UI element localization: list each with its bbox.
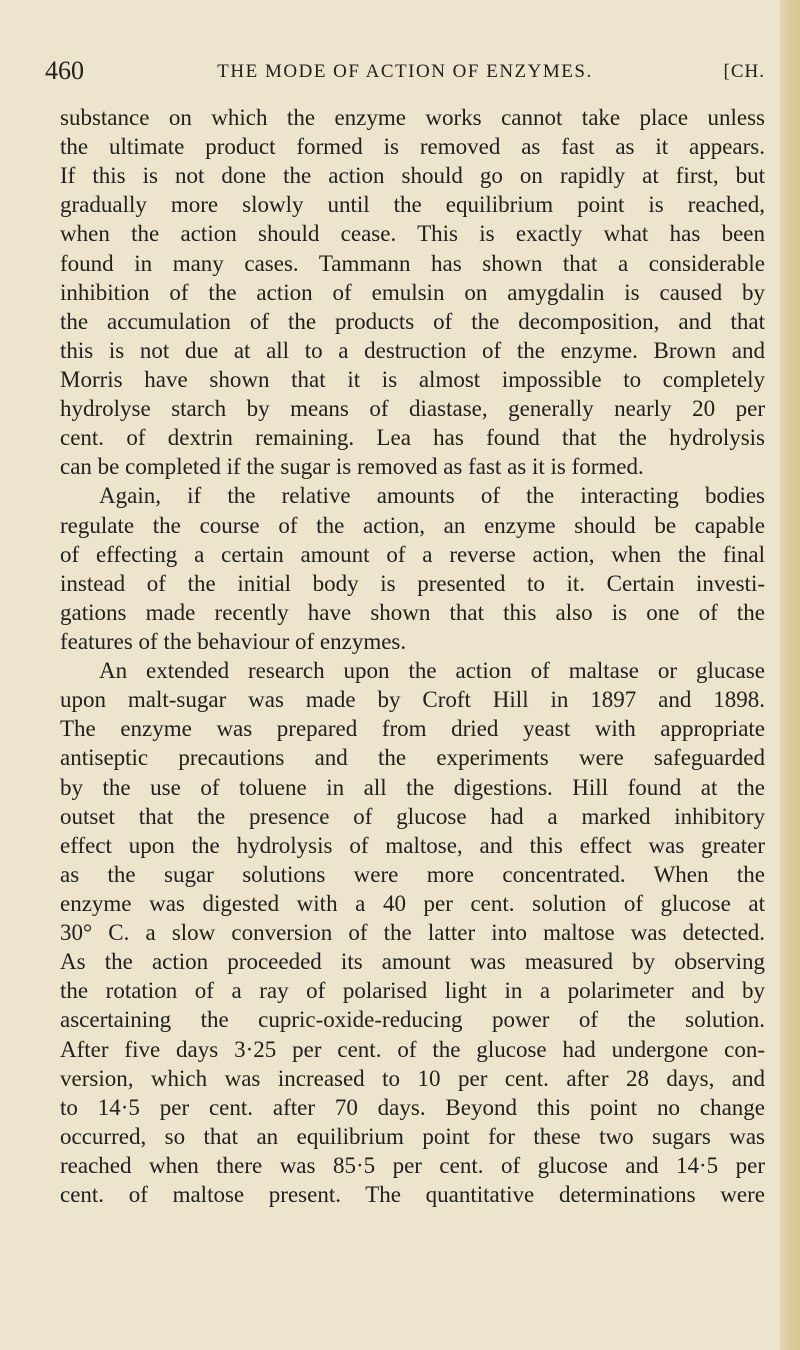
text-line: instead of the initial body is presented to it. Certain investi- bbox=[60, 570, 765, 596]
text-line: found in many cases. Tammann has shown that a considerable bbox=[60, 250, 765, 276]
text-line: inhibition of the action of emulsin on amygdalin is caused by bbox=[60, 279, 765, 305]
text-line: cent. of maltose present. The quantitative determinations were bbox=[60, 1182, 765, 1208]
body-text bbox=[60, 103, 765, 1209]
text-line: substance on which the enzyme works cannot take place unless bbox=[60, 105, 765, 130]
text-line: enzyme was digested with a 40 per cent. solution of glucose at bbox=[60, 890, 765, 916]
text-line: The enzyme was prepared from dried yeast with appropriate bbox=[60, 716, 765, 742]
text-line: of effecting a certain amount of a reverse action, when the final bbox=[60, 541, 765, 567]
text-line: As the action proceeded its amount was measured by observing bbox=[60, 949, 765, 975]
text-line: Morris have shown that it is almost impossible to completely bbox=[60, 366, 765, 392]
text-line: gradually more slowly until the equilibrium point is reached, bbox=[60, 192, 765, 218]
text-line: regulate the course of the action, an enzyme should be capable bbox=[60, 512, 765, 538]
text-line: the accumulation of the products of the decomposition, and that bbox=[60, 308, 765, 334]
text-line: this is not due at all to a destruction of the enzyme. Brown and bbox=[60, 337, 765, 363]
text-line: 30° C. a slow conversion of the latter into maltose was detected. bbox=[60, 920, 765, 946]
text-line: antiseptic precautions and the experiments were safeguarded bbox=[60, 745, 765, 771]
text-line: the ultimate product formed is removed as fast as it appears. bbox=[60, 134, 765, 160]
text-line: can be completed if the sugar is removed as fast as it is formed. bbox=[60, 454, 644, 480]
running-head: THE MODE OF ACTION OF ENZYMES. bbox=[217, 61, 593, 82]
text-line: occurred, so that an equilibrium point for these two sugars was bbox=[60, 1123, 765, 1149]
text-line: effect upon the hydrolysis of maltose, and this effect was greater bbox=[60, 832, 765, 858]
text-line: the rotation of a ray of polarised light in a polarimeter and by bbox=[60, 978, 765, 1004]
text-line: outset that the presence of glucose had a marked inhibitory bbox=[60, 803, 765, 829]
page-header bbox=[45, 56, 765, 92]
page-edge bbox=[780, 0, 800, 1350]
text-line: when the action should cease. This is exactly what has been bbox=[60, 221, 765, 247]
page-number: 460 bbox=[45, 56, 84, 85]
text-line: upon malt-sugar was made by Croft Hill in 1897 and 1898. bbox=[60, 687, 765, 713]
text-line: An extended research upon the action of maltase or glucase bbox=[99, 658, 765, 684]
text-line: hydrolyse starch by means of diastase, generally nearly 20 per bbox=[60, 396, 765, 422]
text-line: ascertaining the cupric-oxide-reducing power of the solution. bbox=[60, 1007, 765, 1033]
text-line: version, which was increased to 10 per cent. after 28 days, and bbox=[60, 1065, 765, 1091]
chapter-mark: [CH. bbox=[723, 61, 765, 82]
text-line: features of the behaviour of enzymes. bbox=[60, 628, 407, 654]
text-line: cent. of dextrin remaining. Lea has found that the hydrolysis bbox=[60, 425, 765, 451]
text-line: reached when there was 85·5 per cent. of glucose and 14·5 per bbox=[60, 1152, 765, 1178]
text-line: If this is not done the action should go on rapidly at first, but bbox=[60, 163, 765, 189]
text-line: Again, if the relative amounts of the interacting bodies bbox=[99, 483, 765, 509]
text-line: to 14·5 per cent. after 70 days. Beyond this point no change bbox=[60, 1094, 765, 1120]
text-line: by the use of toluene in all the digestions. Hill found at the bbox=[60, 774, 765, 800]
text-line: gations made recently have shown that this also is one of the bbox=[60, 599, 765, 625]
text-line: as the sugar solutions were more concentrated. When the bbox=[60, 861, 765, 887]
text-line: After five days 3·25 per cent. of the glucose had undergone con- bbox=[60, 1036, 765, 1062]
